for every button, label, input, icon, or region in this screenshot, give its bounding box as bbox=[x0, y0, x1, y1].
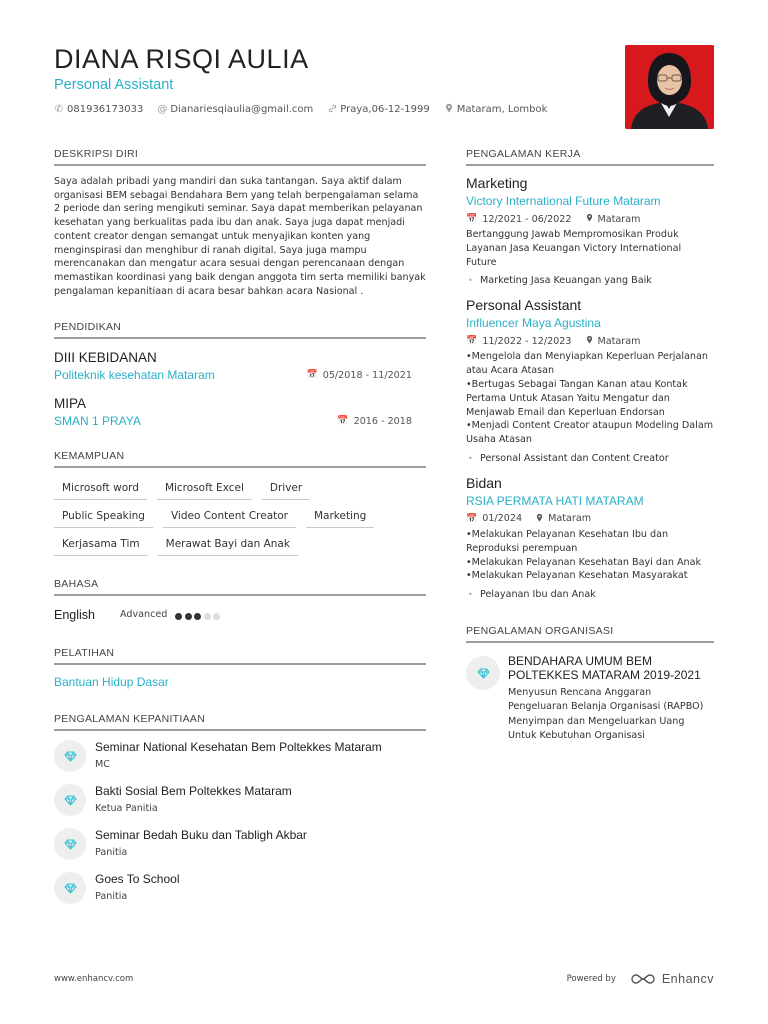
job-title: Bidan bbox=[466, 474, 502, 491]
job-description-line: •Melakukan Pelayanan Kesehatan Bayi dan Anak bbox=[466, 556, 702, 568]
skills-list bbox=[54, 476, 426, 560]
location-icon bbox=[586, 213, 593, 225]
job-company: RSIA PERMATA HATI MATARAM bbox=[466, 493, 644, 508]
section-title-experience: PENGALAMAN KERJA bbox=[466, 148, 714, 166]
language-level: Advanced bbox=[120, 609, 168, 621]
job-location: Mataram bbox=[548, 513, 592, 525]
committee-title: Goes To School bbox=[95, 872, 180, 887]
skill-tag: Video Content Creator bbox=[163, 504, 296, 528]
location-text: Mataram, Lombok bbox=[456, 104, 548, 115]
education-date-text: 05/2018 - 11/2021 bbox=[322, 369, 412, 381]
job-description-line: •Menjadi Content Creator ataupun Modeling Dalam Usaha Atasan bbox=[466, 420, 714, 446]
footer-url[interactable]: www.enhancv.com bbox=[54, 974, 134, 984]
committee-role: MC bbox=[95, 759, 110, 771]
skill-tag: Driver bbox=[262, 476, 310, 500]
section-title-languages: BAHASA bbox=[54, 578, 426, 596]
footer bbox=[54, 972, 714, 986]
birth-text: Praya,06-12-1999 bbox=[340, 104, 430, 115]
contact-email[interactable] bbox=[157, 103, 313, 116]
about-text: Saya adalah pribadi yang mandiri dan suka tantangan. Saya aktif dalam organisasi BEM sebagai Bendahara Bem yang telah berpengalaman selama 2 periode dan sering mengikuti seminar. Saya dapat memberikan pelayanan kesehatan yang berkualitas pada ibu dan anak. Saya juga dapat menjadi content creator dengan semangat untuk menyajikan konten yang menginspirasi dan menghibur di ranah digital. Saya juga mampu merencanakan dan mengatur acara sesuai dengan perencanaan dengan memastikan koordinasi yang baik dengan anggota tim serta memiliki banyak pengalaman kepanitiaan di acara besar bahkan acara Nasional . bbox=[54, 176, 426, 297]
diamond-icon bbox=[54, 784, 86, 816]
link-icon bbox=[327, 104, 337, 116]
skill-tag: Kerjasama Tim bbox=[54, 532, 148, 556]
job-meta bbox=[466, 213, 714, 225]
contact-link bbox=[327, 103, 429, 116]
job-date: 12/2021 - 06/2022 bbox=[482, 213, 572, 225]
calendar-icon: 📅 bbox=[466, 214, 478, 224]
section-training bbox=[54, 647, 426, 689]
committee-item bbox=[54, 828, 426, 860]
committee-title: Seminar Bedah Buku dan Tabligh Akbar bbox=[95, 828, 307, 843]
education-item bbox=[54, 395, 426, 428]
job-location: Mataram bbox=[597, 335, 641, 347]
location-icon bbox=[444, 103, 454, 116]
education-degree: MIPA bbox=[54, 396, 87, 412]
contact-row bbox=[54, 103, 614, 116]
job-bullet-text: Pelayanan Ibu dan Anak bbox=[480, 589, 596, 601]
job-bullet-text: Marketing Jasa Keuangan yang Baik bbox=[480, 275, 652, 287]
bullet-icon: • bbox=[468, 276, 473, 286]
organization-description: Menyusun Rencana Anggaran Pengeluaran Belanja Organisasi (RAPBO) Menyimpan dan Mengeluarkan Uang Untuk Kebutuhan Organisasi bbox=[508, 687, 704, 742]
level-dot-filled bbox=[185, 613, 192, 620]
section-education bbox=[54, 321, 426, 428]
job-bullet-text: Personal Assistant dan Content Creator bbox=[480, 452, 669, 464]
job-description-line: •Melakukan Pelayanan Kesehatan Masyarakat bbox=[466, 570, 688, 582]
level-dot-filled bbox=[175, 613, 182, 620]
section-title-organization: PENGALAMAN ORGANISASI bbox=[466, 625, 714, 643]
candidate-name: DIANA RISQI AULIA bbox=[54, 44, 309, 74]
brand-logo[interactable] bbox=[630, 972, 714, 986]
calendar-icon: 📅 bbox=[466, 336, 478, 347]
calendar-icon: 📅 bbox=[466, 513, 478, 524]
committee-item bbox=[54, 784, 426, 816]
job-item bbox=[466, 475, 714, 601]
job-title: Personal Assistant bbox=[466, 297, 582, 314]
section-experience bbox=[466, 148, 714, 601]
job-description-line: •Melakukan Pelayanan Kesehatan Ibu dan Reproduksi perempuan bbox=[466, 528, 669, 554]
education-date-text: 2016 - 2018 bbox=[353, 415, 412, 427]
job-date: 11/2022 - 12/2023 bbox=[482, 335, 572, 347]
job-location: Mataram bbox=[597, 213, 641, 225]
diamond-icon bbox=[54, 828, 86, 860]
job-description bbox=[466, 228, 714, 269]
level-dot-filled bbox=[194, 613, 201, 620]
job-description-line: Bertanggung Jawab Mempromosikan Produk Layanan Jasa Keuangan Victory International Future bbox=[466, 229, 682, 268]
job-title: Marketing bbox=[466, 175, 528, 191]
diamond-icon bbox=[54, 872, 86, 904]
candidate-role: Personal Assistant bbox=[54, 77, 174, 93]
powered-by: Powered by bbox=[566, 974, 616, 984]
job-bullet bbox=[466, 452, 714, 465]
skill-tag: Microsoft Excel bbox=[157, 476, 252, 500]
job-description bbox=[466, 528, 714, 583]
skill-tag: Marketing bbox=[306, 504, 374, 528]
education-degree: DIII KEBIDANAN bbox=[54, 350, 157, 366]
email-icon: @ bbox=[157, 104, 168, 115]
committee-title: Seminar National Kesehatan Bem Poltekkes Mataram bbox=[95, 740, 382, 755]
phone-text: 081936173033 bbox=[67, 104, 144, 115]
email-text: Dianariesqiaulia@gmail.com bbox=[170, 104, 314, 115]
profile-photo bbox=[625, 45, 714, 129]
phone-icon: ✆ bbox=[54, 104, 64, 115]
job-bullet bbox=[466, 588, 714, 601]
bullet-icon: • bbox=[468, 453, 473, 463]
bullet-icon: • bbox=[468, 590, 473, 600]
language-name: English bbox=[54, 607, 95, 622]
job-description-line: •Mengelola dan Menyiapkan Keperluan Perjalanan atau Acara Atasan bbox=[466, 351, 708, 377]
education-date bbox=[307, 370, 413, 381]
left-column bbox=[54, 148, 426, 904]
committee-role: Panitia bbox=[95, 847, 128, 859]
section-title-skills: KEMAMPUAN bbox=[54, 450, 426, 468]
education-school: Politeknik kesehatan Mataram bbox=[54, 368, 215, 383]
committee-title: Bakti Sosial Bem Poltekkes Mataram bbox=[95, 784, 292, 799]
committee-item bbox=[54, 740, 426, 772]
contact-location bbox=[444, 103, 548, 116]
section-title-about: DESKRIPSI DIRI bbox=[54, 148, 426, 166]
location-icon bbox=[536, 513, 543, 525]
contact-phone bbox=[54, 103, 143, 116]
skill-tag: Microsoft word bbox=[54, 476, 147, 500]
committee-role: Panitia bbox=[95, 891, 128, 903]
education-item bbox=[54, 349, 426, 382]
level-dot-empty bbox=[204, 613, 211, 620]
committee-item bbox=[54, 872, 426, 904]
job-company: Victory International Future Mataram bbox=[466, 194, 661, 208]
job-meta bbox=[466, 335, 714, 347]
diamond-icon bbox=[466, 656, 500, 690]
section-committee bbox=[54, 713, 426, 904]
language-item bbox=[54, 605, 426, 624]
right-column bbox=[466, 148, 714, 743]
section-title-education: PENDIDIKAN bbox=[54, 321, 426, 339]
section-organization bbox=[466, 625, 714, 743]
diamond-icon bbox=[54, 740, 86, 772]
section-languages bbox=[54, 578, 426, 624]
language-dots bbox=[175, 605, 223, 624]
enhancv-logo-icon bbox=[630, 973, 656, 985]
skill-tag: Public Speaking bbox=[54, 504, 153, 528]
job-item bbox=[466, 297, 714, 465]
job-description bbox=[466, 350, 714, 447]
brand-name: Enhancv bbox=[661, 972, 714, 986]
job-meta bbox=[466, 513, 714, 525]
job-bullet bbox=[466, 274, 714, 287]
calendar-icon: 📅 bbox=[306, 370, 318, 381]
header bbox=[54, 42, 614, 116]
organization-title: BENDAHARA UMUM BEM POLTEKKES MATARAM 2019-2021 bbox=[508, 654, 701, 683]
section-title-committee: PENGALAMAN KEPANITIAAN bbox=[54, 713, 426, 731]
organization-item bbox=[466, 654, 714, 743]
level-dot-empty bbox=[213, 613, 220, 620]
location-icon bbox=[586, 335, 593, 347]
job-item bbox=[466, 175, 714, 287]
education-school: SMAN 1 PRAYA bbox=[54, 414, 141, 429]
job-description-line: •Bertugas Sebagai Tangan Kanan atau Kontak Pertama Untuk Atasan Yaitu Mengatur dan Menjawab Email dan Keperluan Endorsan bbox=[466, 378, 688, 418]
section-skills bbox=[54, 450, 426, 560]
education-date bbox=[337, 416, 412, 427]
training-item: Bantuan Hidup Dasar bbox=[54, 675, 169, 690]
calendar-icon: 📅 bbox=[337, 416, 349, 427]
section-title-training: PELATIHAN bbox=[54, 647, 426, 665]
job-date: 01/2024 bbox=[482, 513, 523, 525]
section-about bbox=[54, 148, 426, 298]
skill-tag: Merawat Bayi dan Anak bbox=[158, 532, 298, 556]
job-company: Influencer Maya Agustina bbox=[466, 316, 601, 331]
committee-role: Ketua Panitia bbox=[95, 803, 158, 815]
